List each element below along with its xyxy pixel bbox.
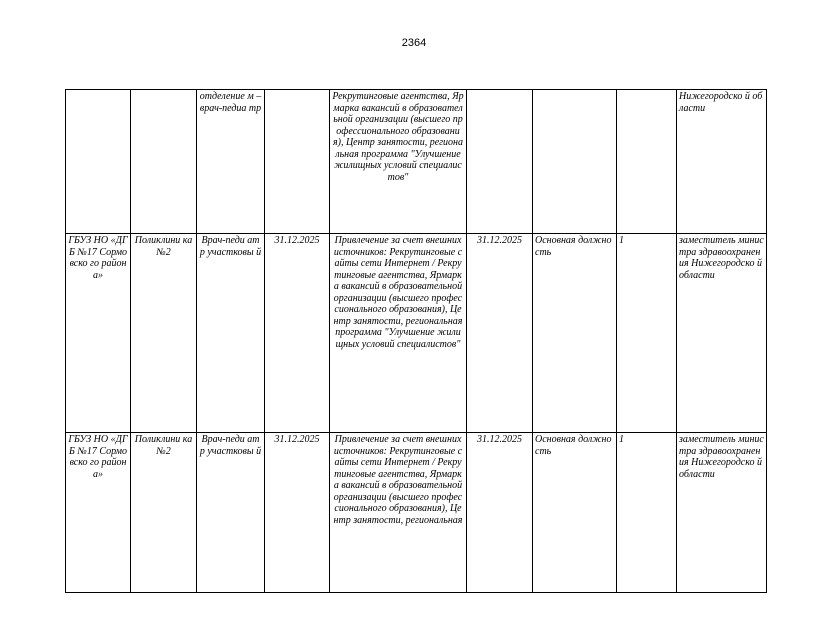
cell-unit (131, 90, 197, 234)
cell-position: Врач-педи атр участковы й (197, 234, 265, 433)
cell-organization: ГБУЗ НО «ДГБ №17 Сормовско го района» (66, 234, 131, 433)
cell-responsible: заместитель министра здравоохранен ия Нижегородско й области (677, 234, 767, 433)
cell-count (617, 90, 677, 234)
cell-job-type: Основная должность (533, 234, 617, 433)
cell-measures: Рекрутинговые агентства, Ярмарка вакансий в образовательной организации (высшего профессионального образования), Центр занятости, региональная программа "Улучшение жилищных условий специалистов" (330, 90, 467, 234)
table-row (66, 433, 767, 593)
table-row (66, 234, 767, 433)
cell-job-type (533, 90, 617, 234)
cell-position: отделение м – врач-педиа тр (197, 90, 265, 234)
cell-date (265, 90, 330, 234)
cell-date: 31.12.2025 (265, 234, 330, 433)
cell-unit: Поликлини ка №2 (131, 234, 197, 433)
table-row (66, 90, 767, 234)
cell-responsible: заместитель министра здравоохранен ия Нижегородско й области (677, 433, 767, 593)
cell-unit: Поликлини ка №2 (131, 433, 197, 593)
cell-job-type: Основная должность (533, 433, 617, 593)
cell-date: 31.12.2025 (265, 433, 330, 593)
cell-responsible: Нижегородско й области (677, 90, 767, 234)
cell-measures: Привлечение за счет внешних источников: Рекрутинговые сайты сети Интернет / Рекрутинговые агентства, Ярмарка вакансий в образовательной организации (высшего профессионального образования), Центр занятости, региональная (330, 433, 467, 593)
cell-count: 1 (617, 234, 677, 433)
cell-term: 31.12.2025 (467, 234, 533, 433)
cell-organization: ГБУЗ НО «ДГБ №17 Сормовско го района» (66, 433, 131, 593)
cell-measures: Привлечение за счет внешних источников: Рекрутинговые сайты сети Интернет / Рекрутинговые агентства, Ярмарка вакансий в образовательной организации (высшего профессионального образования), Центр занятости, региональная программа "Улучшение жилищных условий специалистов" (330, 234, 467, 433)
cell-term: 31.12.2025 (467, 433, 533, 593)
cell-organization (66, 90, 131, 234)
page-number: 2364 (401, 37, 427, 49)
cell-position: Врач-педи атр участковы й (197, 433, 265, 593)
cell-term (467, 90, 533, 234)
cell-count: 1 (617, 433, 677, 593)
staffing-plan-table (65, 89, 767, 593)
